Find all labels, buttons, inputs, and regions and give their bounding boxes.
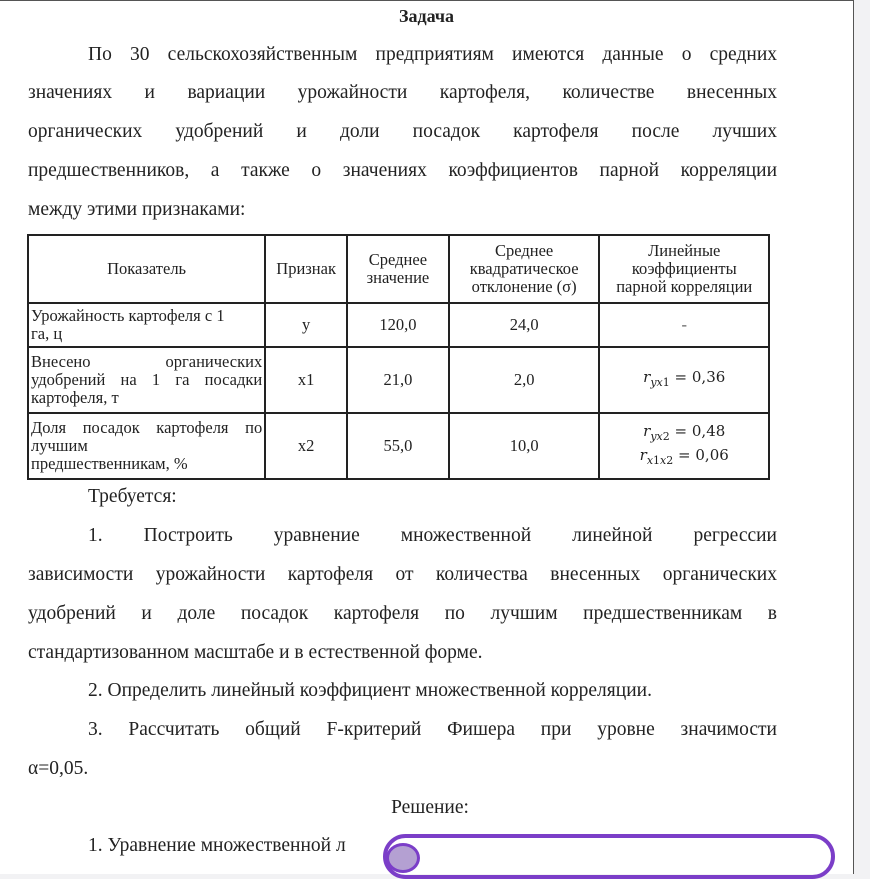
corr-value-ryx2: = 0,48 — [674, 422, 726, 440]
row-x2-name-l3: предшественникам, % — [31, 454, 188, 473]
header-sd-l2: квадратическое — [469, 259, 579, 278]
task1-line-1: 1. Построить уравнение множественной линейной регрессии — [88, 525, 777, 546]
row-y-corr: - — [599, 303, 769, 347]
header-feature: Признак — [265, 235, 347, 303]
header-corr-l3: парной корреляции — [616, 277, 753, 296]
table-row — [28, 303, 769, 347]
intro-line-3: органических удобрений и доли посадок картофеля после лучших — [28, 121, 777, 142]
header-corr — [599, 235, 769, 303]
requires-label: Требуется: — [88, 486, 177, 507]
corr-line-rx1x2 — [602, 446, 766, 470]
row-x1-sd: 2,0 — [449, 347, 600, 413]
row-y-name-l2: га, ц — [31, 324, 63, 343]
table-header-row — [28, 235, 769, 303]
data-table — [27, 234, 770, 480]
corr-symbol-ryx2: $r_{yx2}$ — [643, 422, 670, 443]
row-x1-corr — [599, 347, 769, 413]
pen-cursor-icon[interactable] — [386, 843, 420, 873]
corr-symbol-ryx1: $r_{yx1}$ — [643, 368, 670, 389]
intro-line-2: значениях и вариации урожайности картофеля, количестве внесенных — [28, 82, 777, 103]
header-mean — [347, 235, 449, 303]
intro-line-1: По 30 сельскохозяйственным предприятиям имеются данные о средних — [88, 44, 777, 65]
row-x1-name-l3: картофеля, т — [31, 388, 119, 407]
solution-step-1: 1. Уравнение множественной л — [88, 835, 346, 856]
row-x1-mean: 21,0 — [347, 347, 449, 413]
task2-line: 2. Определить линейный коэффициент множественной корреляции. — [88, 680, 652, 701]
header-corr-l2: коэффициенты — [631, 259, 737, 278]
row-x2-feature: x2 — [265, 413, 347, 479]
intro-line-4: предшественников, а также о значениях коэффициентов парной корреляции — [28, 160, 777, 181]
ink-highlight-stroke[interactable] — [383, 834, 835, 879]
table-row — [28, 347, 769, 413]
task1-line-2: зависимости урожайности картофеля от количества внесенных органических — [28, 564, 777, 585]
row-x2-mean: 55,0 — [347, 413, 449, 479]
row-y-mean: 120,0 — [347, 303, 449, 347]
row-x2-name-l1: Доля посадок картофеля по — [31, 418, 263, 437]
header-sd-l3: отклонение (σ) — [471, 277, 577, 296]
solution-label: Решение: — [391, 797, 469, 818]
task3-line-1: 3. Рассчитать общий F-критерий Фишера при уровне значимости — [88, 719, 777, 740]
header-indicator: Показатель — [28, 235, 265, 303]
corr-value-rx1x2: = 0,06 — [678, 446, 729, 464]
row-x1-name-l2: удобрений на 1 га посадки — [31, 370, 263, 389]
corr-line-ryx2 — [602, 422, 766, 446]
row-x1-name-l1: Внесено органических — [31, 352, 263, 371]
page-title: Задача — [398, 6, 455, 26]
row-y-name-l1: Урожайность картофеля с 1 — [31, 306, 225, 325]
row-y-feature: y — [265, 303, 347, 347]
row-x2-sd: 10,0 — [449, 413, 600, 479]
row-x1-name — [28, 347, 265, 413]
task1-line-4: стандартизованном масштабе и в естественной форме. — [28, 642, 483, 663]
header-sd-l1: Среднее — [495, 241, 554, 260]
corr-value-ryx1: = 0,36 — [674, 368, 726, 386]
task3-line-2: α=0,05. — [28, 758, 89, 779]
header-mean-l1: Среднее — [368, 250, 428, 269]
corr-symbol-rx1x2: $r_{x1x2}$ — [639, 446, 674, 467]
row-x1-feature: x1 — [265, 347, 347, 413]
row-y-sd: 24,0 — [449, 303, 600, 347]
row-y-name — [28, 303, 265, 347]
header-mean-l2: значение — [366, 268, 430, 287]
intro-line-5: между этими признаками: — [28, 199, 246, 220]
task1-line-3: удобрений и доле посадок картофеля по лучшим предшественникам в — [28, 603, 777, 624]
header-corr-l1: Линейные — [648, 241, 721, 260]
row-x2-name-l2: лучшим — [31, 436, 88, 455]
row-x2-name — [28, 413, 265, 479]
table-row — [28, 413, 769, 479]
header-sd — [449, 235, 600, 303]
row-x2-corr — [599, 413, 769, 479]
